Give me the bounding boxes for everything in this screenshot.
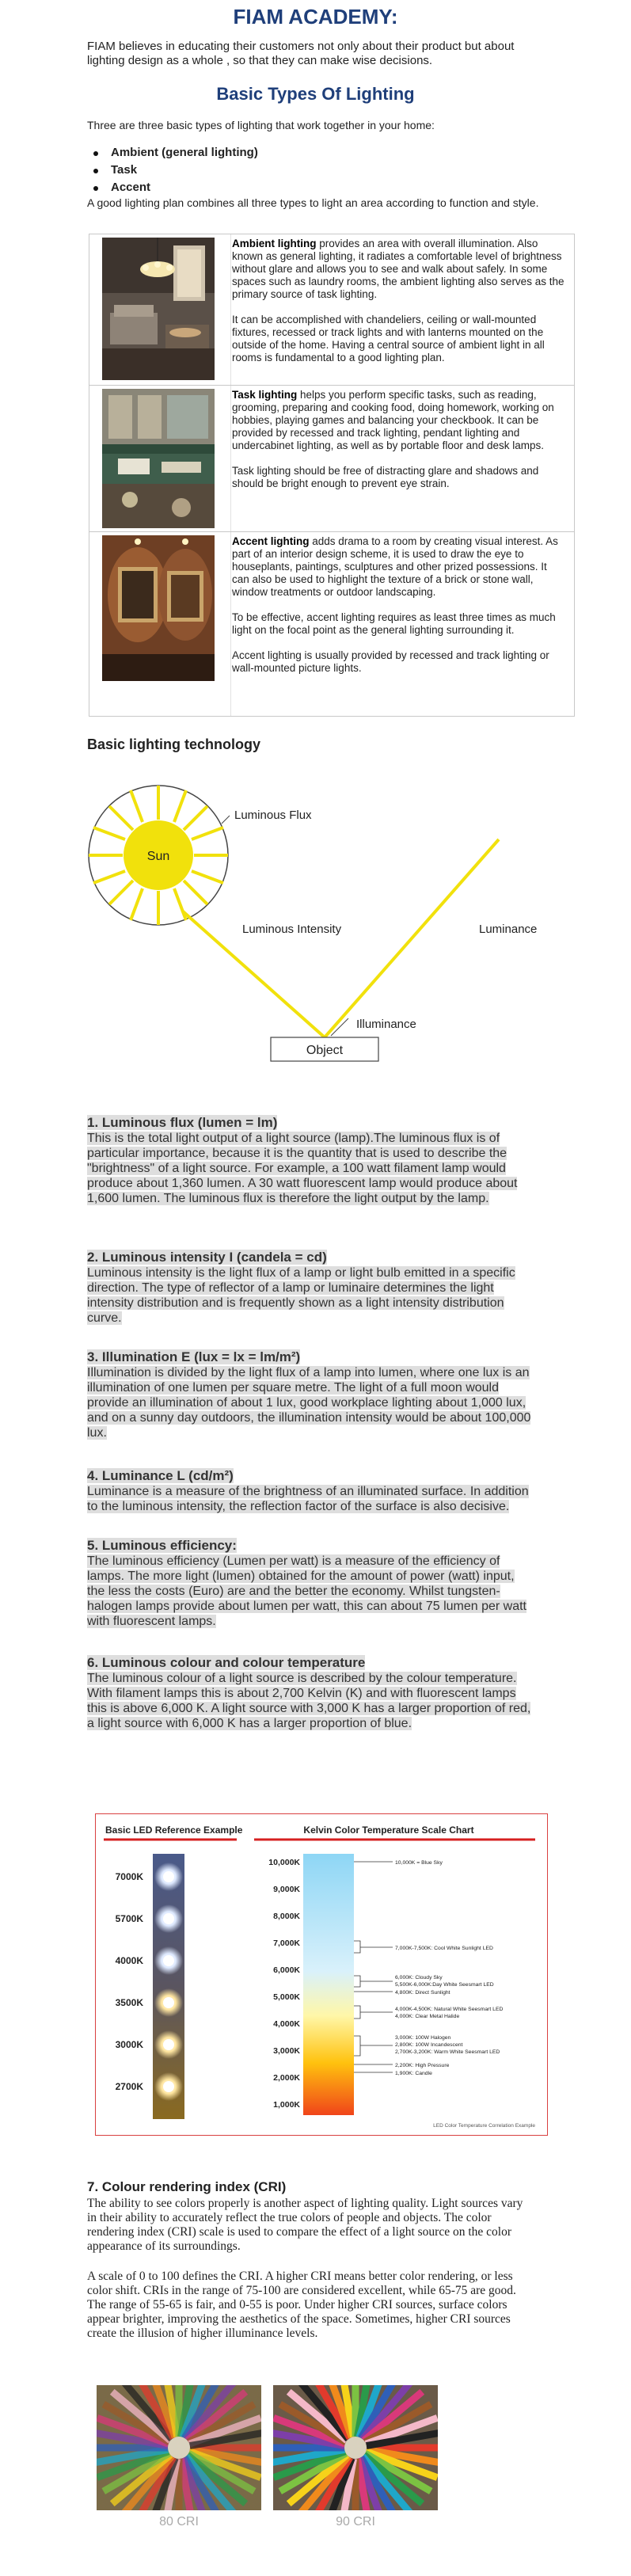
annotation-label: 2,700K-3,200K: Warm White Seesmart LED bbox=[395, 2049, 500, 2055]
scale-label: 9,000K bbox=[273, 1885, 300, 1894]
kelvin-scale-title: Kelvin Color Temperature Scale Chart bbox=[303, 1825, 474, 1836]
annotation-label: 4,000K: Clear Metal Halide bbox=[395, 2014, 460, 2019]
academy-title: FIAM ACADEMY: bbox=[233, 5, 398, 29]
led-bulb bbox=[163, 1871, 174, 1882]
annotation-label: 10,000K = Blue Sky bbox=[395, 1860, 443, 1866]
section-heading: 6. Luminous colour and colour temperature bbox=[87, 1655, 366, 1670]
scale-label: 8,000K bbox=[273, 1912, 300, 1921]
section-heading: 3. Illumination E (lux = lx = lm/m²) bbox=[87, 1349, 301, 1364]
section-body: Illumination is divided by the light flux of a lamp into lumen, where one lux is an illumination of one lumen per square metre. The light of a full moon would provide an illumination of about 1 lux, good workplace lighting about 1,000 lux, and on a sunny day outdoors, the illumination intensity would be about 100,000 lux. bbox=[87, 1366, 531, 1440]
annotation-label: 7,000K-7,500K: Cool White Sunlight LED bbox=[395, 1946, 493, 1951]
list-item: Accent bbox=[111, 181, 258, 198]
table-row bbox=[89, 234, 574, 385]
section-heading: 4. Luminance L (cd/m²) bbox=[87, 1468, 234, 1483]
led-bulb bbox=[163, 1955, 174, 1966]
cri-title: 7. Colour rendering index (CRI) bbox=[87, 2179, 287, 2194]
annotation-label: 2,800K: 100W Incandescent bbox=[395, 2042, 463, 2048]
annotation-label: 4,800K: Direct Sunlight bbox=[395, 1990, 450, 1996]
cri-paragraph: A scale of 0 to 100 defines the CRI. A higher CRI means better color rendering, or less color shift. CRIs in the range of 75-100 are considered excellent, while 65-75 are good. The range of 55-65 is fair, and 0-55 is poor. Under higher CRI sources, surface colors appear brighter, improving the aesthetics of the space. Sometimes, higher CRI sources create the illusion of higher illuminance levels. bbox=[87, 2270, 516, 2340]
annotation-brackets bbox=[354, 1862, 393, 2072]
crayons-80-cri-image bbox=[97, 2385, 261, 2510]
accent-art-photo bbox=[102, 535, 215, 681]
lighting-technology-diagram bbox=[87, 784, 578, 1093]
kelvin-gradient-bar bbox=[303, 1854, 354, 2115]
intensity-label: Luminous Intensity bbox=[242, 923, 342, 936]
section-luminous-efficiency bbox=[87, 1538, 534, 1629]
accent-heading: Accent lighting bbox=[232, 535, 310, 547]
list-item: Ambient (general lighting) bbox=[111, 146, 258, 163]
scale-label: 6,000K bbox=[273, 1965, 300, 1975]
section-luminous-intensity bbox=[87, 1250, 534, 1326]
ambient-heading: Ambient lighting bbox=[232, 238, 317, 249]
reflected-beam bbox=[325, 839, 499, 1037]
section-heading: 5. Luminous efficiency: bbox=[87, 1538, 237, 1553]
led-bulb bbox=[163, 1913, 174, 1924]
cri-80-label: 80 CRI bbox=[159, 2515, 199, 2528]
section-body: This is the total light output of a light source (lamp).The luminous flux is of particular importance, because it is the quantity that is used to describe the "brightness" of a light source. For example, a 100 watt filament lamp would produce about 1,360 lumen. A 30 watt fluorescent lamp would produce about 1,600 lumen. The luminous flux is therefore the light output by the lamp. bbox=[87, 1132, 518, 1205]
scale-label: 5,000K bbox=[273, 1992, 300, 2002]
task-description: Task lighting helps you perform specific tasks, such as reading, grooming, preparing and cooking food, doing homework, working on hobbies, playing games and balancing your checkbook. It can be provided by recessed and track lighting, pendant lighting and undercabinet lighting, as well as by portable floor and desk lamps. Task lighting should be free of distracting glare and shadows and should be bright enough to prevent eye strain. bbox=[232, 389, 554, 489]
types-lead: Three are three basic types of lighting that work together in your home: bbox=[87, 119, 435, 131]
section-body: The luminous efficiency (Lumen per watt) is a measure of the efficiency of lamps. The more light (lumen) obtained for the amount of power (watt) input, the less the costs (Euro) are and the better the economy. Whilst tungsten-halogen lamps provide about lumen per watt, this can about 75 lumen per watt with fluorescent lamps. bbox=[87, 1554, 526, 1628]
section-heading: 1. Luminous flux (lumen = lm) bbox=[87, 1115, 278, 1130]
object-label: Object bbox=[306, 1044, 344, 1057]
annotation-label: 4,000K-4,500K: Natural White Seesmart LED bbox=[395, 2007, 504, 2012]
crayon-center bbox=[344, 2437, 367, 2459]
led-bulb bbox=[163, 2081, 174, 2092]
scale-label: 7,000K bbox=[273, 1939, 300, 1948]
table-row bbox=[89, 532, 574, 716]
scale-label: 1,000K bbox=[273, 2100, 300, 2110]
intro-text: FIAM believes in educating their customers not only about their product but about lighting design as a whole , so that they can make wise decisions. bbox=[87, 40, 515, 67]
crayons-90-cri-image bbox=[273, 2385, 438, 2510]
annotation-label: 6,000K: Cloudy Sky bbox=[395, 1975, 443, 1981]
luminance-label: Luminance bbox=[479, 923, 538, 936]
led-label: 4000K bbox=[115, 1955, 143, 1966]
annotation-label: 2,200K: High Pressure bbox=[395, 2063, 450, 2068]
kelvin-annotations bbox=[395, 1860, 503, 2076]
table-row bbox=[89, 386, 574, 531]
section-illumination bbox=[87, 1349, 534, 1440]
section-luminous-flux bbox=[87, 1115, 534, 1206]
illuminance-label: Illuminance bbox=[356, 1018, 416, 1031]
combine-text: A good lighting plan combines all three types to light an area according to function and style. bbox=[87, 196, 539, 209]
section-body: Luminous intensity is the light flux of a lamp or light bulb emitted in a specific direction. The type of reflector of a lamp or luminaire determines the light intensity distribution and is frequently shown as a light intensity distribution curve. bbox=[87, 1266, 515, 1325]
section-colour-temperature bbox=[87, 1655, 534, 1731]
types-list bbox=[111, 146, 258, 198]
lighting-types-table bbox=[89, 234, 575, 717]
technology-title: Basic lighting technology bbox=[87, 736, 261, 752]
accent-description: Accent lighting adds drama to a room by creating visual interest. As part of an interior design scheme, it is used to draw the eye to houseplants, paintings, sculptures and other prized possessions. It can also be used to highlight the texture of a brick or stone wall, window treatments or outdoor landscaping. To be effective, accent lighting requires as least three times as much light on the focal point as the general lighting surrounding it. Accent lighting is usually provided by recessed and track lighting or wall-mounted picture lights. bbox=[232, 535, 558, 674]
ambient-room-photo bbox=[102, 238, 215, 380]
annotation-label: 1,900K: Candle bbox=[395, 2071, 432, 2076]
scale-label: 2,000K bbox=[273, 2073, 300, 2083]
sun-label: Sun bbox=[146, 850, 170, 863]
kelvin-chart bbox=[95, 1813, 548, 2136]
types-title: Basic Types Of Lighting bbox=[216, 84, 415, 104]
flux-label: Luminous Flux bbox=[234, 809, 312, 822]
led-label: 5700K bbox=[115, 1913, 143, 1924]
list-item: Task bbox=[111, 163, 258, 181]
led-reference-title: Basic LED Reference Example bbox=[105, 1825, 243, 1836]
led-label: 3000K bbox=[115, 2039, 143, 2050]
task-kitchen-photo bbox=[102, 389, 215, 528]
crayon-center bbox=[168, 2437, 190, 2459]
flux-pointer bbox=[222, 816, 230, 824]
scale-label: 3,000K bbox=[273, 2046, 300, 2056]
section-body: The luminous colour of a light source is described by the colour temperature. With filament lamps this is about 2,700 Kelvin (K) and with fluorescent lamps this is above 6,000 K. A light source with 3,000 K has a larger proportion of red, a light source with 6,000 K has a larger proportion of blue. bbox=[87, 1672, 531, 1730]
section-luminance bbox=[87, 1468, 534, 1514]
ambient-description: Ambient lighting provides an area with overall illumination. Also known as general lighting, it radiates a comfortable level of brightness without glare and allows you to see and walk about safely. In some spaces such as laundry rooms, the ambient lighting also serves as the primary source of task lighting. It can be accomplished with chandeliers, ceiling or wall-mounted fixtures, recessed or track lights and with lanterns mounted on the outside of the home. Having a central source of ambient light in all rooms is fundamental to a good lighting plan. bbox=[232, 238, 564, 363]
kelvin-scale-labels bbox=[268, 1858, 300, 2110]
scale-label: 10,000K bbox=[268, 1858, 300, 1867]
scale-label: 4,000K bbox=[273, 2019, 300, 2029]
led-labels bbox=[116, 1871, 144, 2092]
section-body: Luminance is a measure of the brightness of an illuminated surface. In addition to the luminous intensity, the reflection factor of the surface is also decisive. bbox=[87, 1485, 529, 1513]
led-bulb bbox=[163, 2039, 174, 2050]
section-heading: 2. Luminous intensity I (candela = cd) bbox=[87, 1250, 327, 1265]
led-label: 7000K bbox=[115, 1871, 143, 1882]
led-bulb bbox=[163, 1997, 174, 2008]
chart-footnote: LED Color Temperature Correlation Example bbox=[433, 2123, 535, 2129]
kelvin-chart-svg bbox=[96, 1814, 547, 2135]
annotation-label: 5,500K-6,000K:Day White Seesmart LED bbox=[395, 1982, 494, 1988]
led-label: 2700K bbox=[115, 2081, 143, 2092]
cri-90-label: 90 CRI bbox=[336, 2515, 375, 2528]
annotation-label: 3,000K: 100W Halogen bbox=[395, 2035, 451, 2041]
cri-paragraph: The ability to see colors properly is another aspect of lighting quality. Light sources vary in their ability to accurately reflect the true colors of people and objects. The color rendering index (CRI) scale is used to compare the effect of a light source on the color appearance of its surroundings. bbox=[87, 2197, 523, 2253]
task-heading: Task lighting bbox=[232, 389, 298, 401]
led-label: 3500K bbox=[115, 1997, 143, 2008]
